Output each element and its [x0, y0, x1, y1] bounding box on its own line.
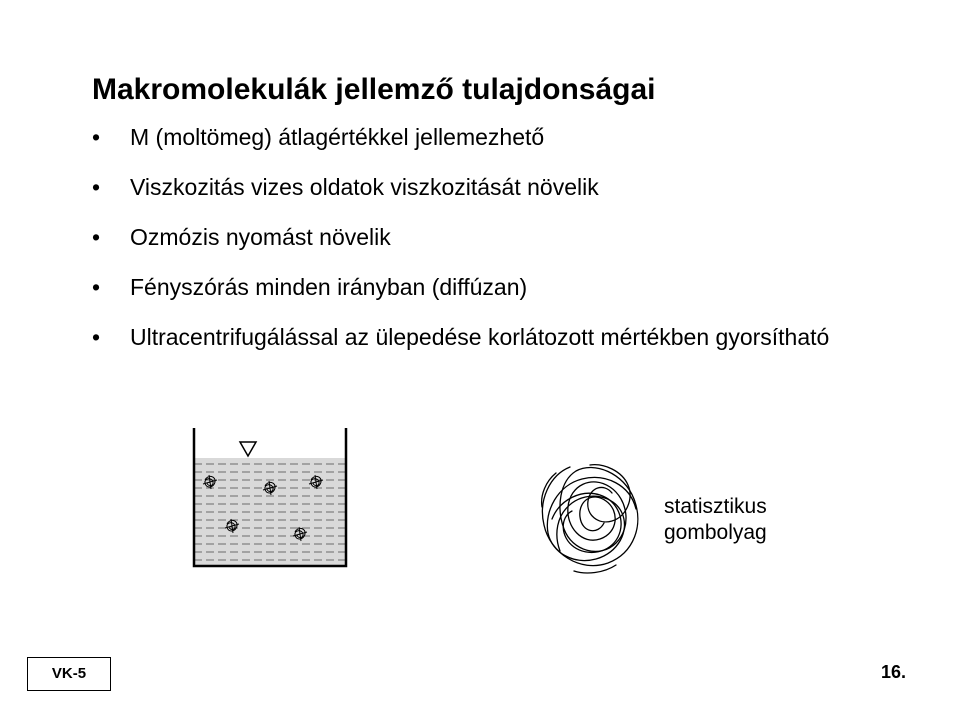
coil-strand	[542, 465, 630, 573]
bullet-dot-icon: •	[92, 324, 101, 350]
bullet-dot-icon: •	[92, 274, 101, 300]
bullet-list	[92, 124, 912, 350]
bullet-item	[92, 124, 912, 150]
bullet-text: M (moltömeg) átlagértékkel jellemezhető	[130, 124, 545, 150]
random-coil-illustration	[530, 455, 650, 580]
bullet-item	[92, 324, 912, 350]
page-number: 16.	[880, 662, 906, 682]
bullet-text: Fényszórás minden irányban (diffúzan)	[130, 274, 528, 300]
bullet-text: Viszkozitás vizes oldatok viszkozitását növelik	[130, 174, 599, 200]
bullet-dot-icon: •	[92, 174, 101, 200]
caption-line: statisztikus	[664, 495, 767, 518]
slide-tag: VK-5	[27, 657, 111, 691]
caption-line: gombolyag	[664, 521, 767, 544]
bullet-dot-icon: •	[92, 124, 101, 150]
liquid	[194, 458, 346, 566]
bullet-text: Ozmózis nyomást növelik	[130, 224, 391, 250]
coil-caption	[664, 494, 844, 546]
beaker-illustration	[170, 420, 360, 570]
bullet-item	[92, 224, 912, 250]
bullet-text: Ultracentrifugálással az ülepedése korlátozott mértékben gyorsítható	[130, 324, 830, 350]
bullet-dot-icon: •	[92, 224, 101, 250]
bullet-item	[92, 274, 912, 300]
slide-title: Makromolekulák jellemző tulajdonságai	[92, 73, 656, 106]
liquid-level-marker-icon	[240, 442, 256, 456]
bullet-item	[92, 174, 912, 200]
